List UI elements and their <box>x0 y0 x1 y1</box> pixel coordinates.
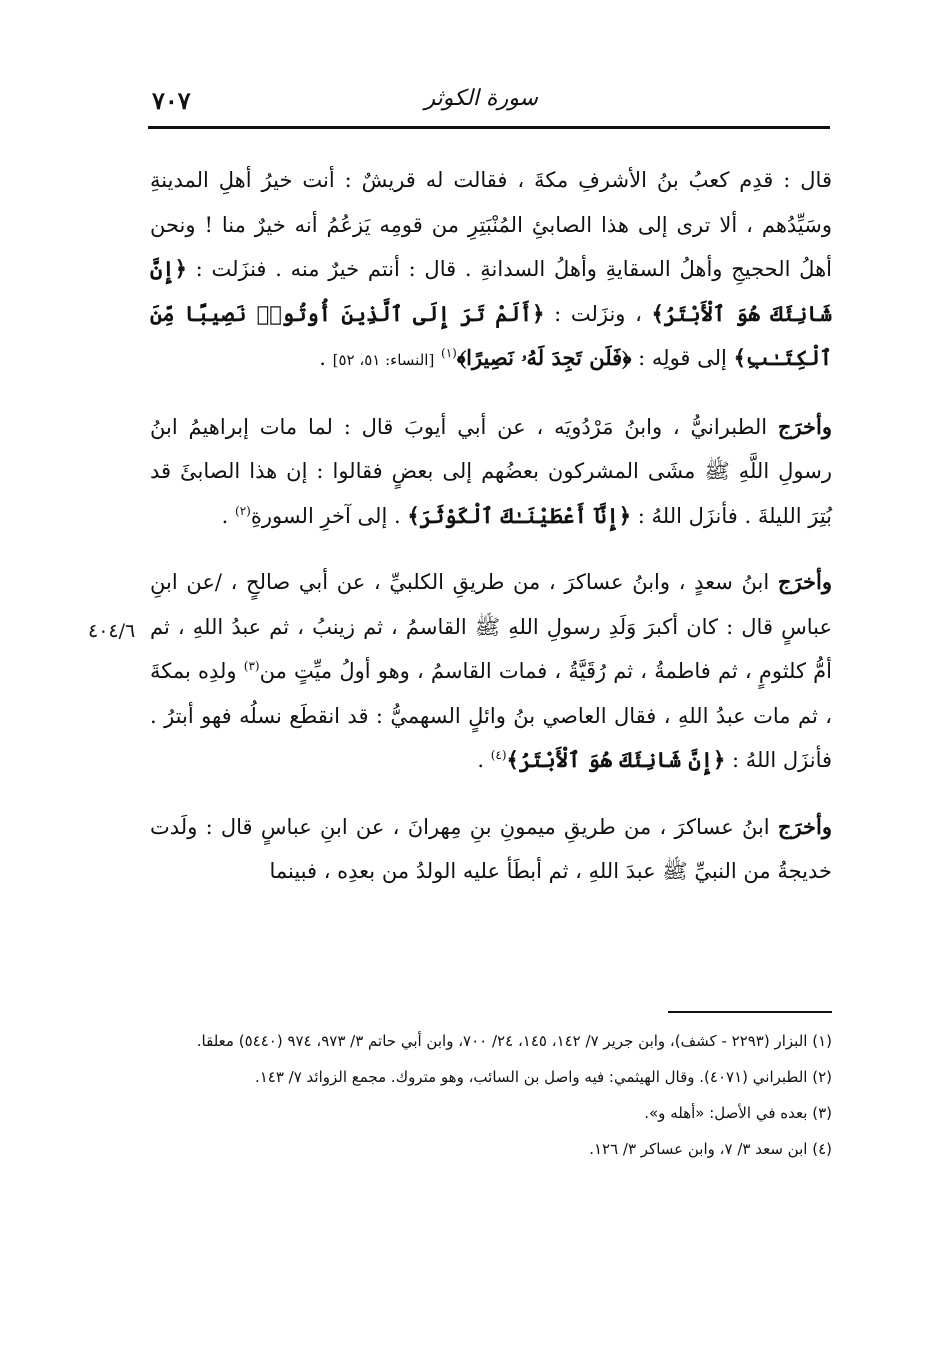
footnote-ref: (٤) <box>490 748 507 762</box>
quran-verse: ﴿إِنَّ شَانِئَكَ هُوَ ٱلْأَبْتَرُ﴾ <box>150 256 833 326</box>
paragraph-text: ابنُ عساكرَ ، من طريقِ ميمونِ بنِ مِهرانَ ، عن ابنِ عباسٍ قال : ولَدت خديجةُ من النبيِّ ﷺ عبدَ اللهِ ، ثم أبطَأ عليه الولدُ من بعدِه ، فبينما <box>150 814 832 883</box>
quran-verse: ﴿فَلَن تَجِدَ لَهُۥ نَصِيرًا﴾ <box>456 345 632 370</box>
paragraph-lead: وأخرَج <box>777 413 832 439</box>
paragraph-3 <box>150 560 832 783</box>
footnote-1: (١) البزار (٢٢٩٣ - كشف)، وابن جرير ٧/ ١٤٢، ١٤٥، ٢٤/ ٧٠٠، وابن أبي حاتم ٣/ ٩٧٣، ٩٧٤ (٥٤٤٠) معلقا. <box>196 1032 832 1050</box>
footnote-3: (٣) بعده في الأصل: «أهله و». <box>644 1104 832 1122</box>
quran-verse: ﴿أَلَمْ تَرَ إِلَى ٱلَّذِينَ أُوتُوا۟ نَصِيبًا مِّنَ ٱلْكِتَـٰبِ﴾ <box>150 300 832 370</box>
page-number: ٧٠٧ <box>152 86 191 115</box>
surah-title: سورة الكوثر <box>424 86 538 111</box>
paragraph-4 <box>150 805 832 894</box>
footnote-divider <box>668 1011 832 1013</box>
footnote-2: (٢) الطبراني (٤٠٧١). وقال الهيثمي: فيه واصل بن السائب، وهو متروك. مجمع الزوائد ٧/ ١٤٣. <box>254 1068 832 1086</box>
paragraph-lead: وأخرَج <box>777 813 832 839</box>
verse-citation: [النساء: ٥١، ٥٢] <box>332 351 435 369</box>
footnote-ref: (٢) <box>235 503 251 518</box>
margin-volume-reference: ٤٠٤/٦ <box>88 620 136 642</box>
paragraph-2 <box>150 405 832 539</box>
paragraph-text: ولدِه بمكةَ ، ثم مات عبدُ اللهِ ، فقال العاصي بنُ وائلٍ السهميُّ : قد انقطَع نسلُه فهو أبترُ . فأنزَل اللهُ : <box>150 659 832 772</box>
footnote-ref: (٣) <box>243 659 260 673</box>
quran-verse: ﴿إِنَّآ أَعْطَيْنَـٰكَ ٱلْكَوْثَرَ﴾ <box>407 502 632 528</box>
paragraph-text: . إلى آخرِ السورةِ <box>250 503 408 528</box>
main-text <box>150 158 832 916</box>
paragraph-text: ابنُ سعدٍ ، وابنُ عساكرَ ، من طريقِ الكلبيِّ ، عن أبي صالحٍ ، /عن ابنِ عباسٍ قال : كان أكبرَ وَلَدِ رسولِ اللهِ ﷺ القاسمُ ، ثم زينبُ ، ثم عبدُ اللهِ ، ثم أمُّ كلثومٍ ، ثم فاطمةُ ، ثم رُقَيَّةُ ، فمات القاسمُ ، وهو أولُ ميِّتٍ من <box>150 570 833 683</box>
paragraph-text: قال : قدِم كعبُ بنُ الأشرفِ مكةَ ، فقالت له قريشٌ : أنت خيرُ أهلِ المدينةِ وسَيِّدُهم ، ألا ترى إلى هذا الصابئِ المُنْبَتِرِ من قومِه يَزعُمُ أنه خيرٌ منا ! ونحن أهلُ الحجيجِ وأهلُ السقايةِ وأهلُ السدانةِ . قال : أنتم خيرٌ منه . فنزَلت : <box>150 168 832 281</box>
page-header <box>148 84 830 124</box>
paragraph-end: . <box>221 503 235 528</box>
paragraph-end: . <box>319 346 333 370</box>
paragraph-lead: وأخرَج <box>777 569 832 594</box>
paragraph-text: ، ونزَلت : <box>544 301 652 326</box>
footnote-ref: (١) <box>441 346 457 360</box>
footnotes <box>150 1026 832 1170</box>
paragraph-1 <box>150 158 832 383</box>
header-divider <box>148 126 830 129</box>
footnote-4: (٤) ابن سعد ٣/ ٧، وابن عساكر ٣/ ١٢٦. <box>589 1140 832 1158</box>
paragraph-text: الطبرانيُّ ، وابنُ مَرْدُويَه ، عن أبي أيوبَ قال : لما مات إبراهيمُ ابنُ رسولِ اللَّهِ ﷺ مشَى المشركون بعضُهم إلى بعضٍ فقالوا : إن هذا الصابئَ قد بُتِرَ الليلةَ . فأنزَل اللهُ : <box>150 414 832 528</box>
paragraph-text: إلى قولِه : <box>631 346 734 370</box>
paragraph-end: . <box>477 748 491 772</box>
quran-verse: ﴿إِنَّ شَانِئَكَ هُوَ ٱلْأَبْتَرُ﴾ <box>506 747 726 772</box>
